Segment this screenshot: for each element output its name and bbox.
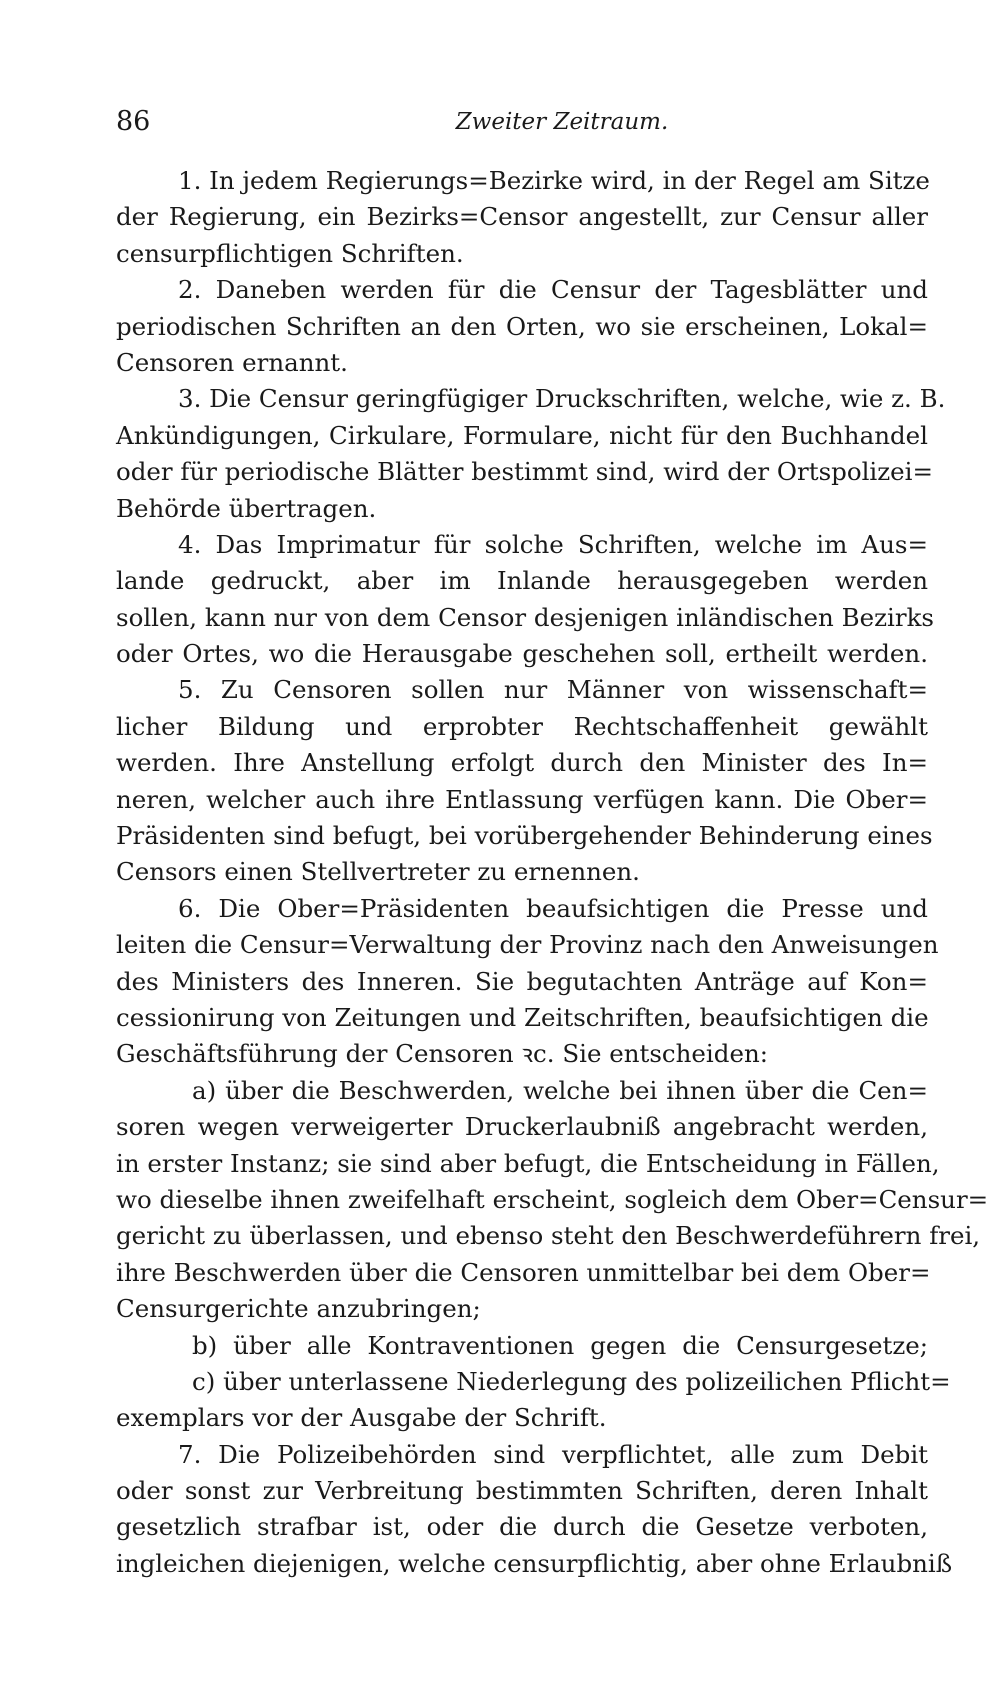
text-line: wo dieselbe ihnen zweifelhaft erscheint, sogleich dem Ober=Censur= [116,1184,989,1214]
text-line: a) über die Beschwerden, welche bei ihnen über die Cen= [192,1075,928,1105]
text-line: licher Bildung und erprobter Rechtschaffenheit gewählt [116,711,928,741]
page-header [116,102,928,142]
text-line: Behörde übertragen. [116,493,377,523]
text-line: soren wegen verweigerter Druckerlaubniß angebracht werden, [116,1112,928,1142]
text-line: 3. Die Censur geringfügiger Druckschriften, welche, wie z. B. [178,384,946,414]
text-line: 2. Daneben werden für die Censur der Tagesblätter und [178,275,928,305]
text-line: lande gedruckt, aber im Inlande herausgegeben werden [116,566,928,596]
text-line: oder Ortes, wo die Herausgabe geschehen soll, ertheilt werden. [116,639,928,669]
text-line: neren, welcher auch ihre Entlassung verfügen kann. Die Ober= [116,784,928,814]
text-line: der Regierung, ein Bezirks=Censor angestellt, zur Censur aller [116,202,928,232]
text-line: Censurgerichte anzubringen; [116,1294,481,1324]
text-line: Präsidenten sind befugt, bei vorübergehender Behinderung eines [116,821,933,851]
text-line: c) über unterlassene Niederlegung des polizeilichen Pflicht= [192,1366,951,1396]
text-line: gesetzlich strafbar ist, oder die durch die Gesetze verboten, [116,1512,928,1542]
text-line: leiten die Censur=Verwaltung der Provinz nach den Anweisungen [116,930,939,960]
text-line: ihre Beschwerden über die Censoren unmittelbar bei dem Ober= [116,1257,931,1287]
text-line: cessionirung von Zeitungen und Zeitschriften, beaufsichtigen die [116,1002,929,1032]
text-line: 5. Zu Censoren sollen nur Männer von wissenschaft= [178,675,928,705]
text-line: sollen, kann nur von dem Censor desjenigen inländischen Bezirks [116,602,934,632]
text-line: b) über alle Kontraventionen gegen die Censurgesetze; [192,1330,928,1360]
text-line: gericht zu überlassen, und ebenso steht den Beschwerdeführern frei, [116,1221,981,1251]
text-line: 7. Die Polizeibehörden sind verpflichtet, alle zum Debit [178,1439,928,1469]
text-line: Censoren ernannt. [116,347,348,377]
text-line: des Ministers des Inneren. Sie begutachten Anträge auf Kon= [116,966,928,996]
text-line: oder für periodische Blätter bestimmt sind, wird der Ortspolizei= [116,457,934,487]
text-line: in erster Instanz; sie sind aber befugt, die Entscheidung in Fällen, [116,1148,940,1178]
text-line: 4. Das Imprimatur für solche Schriften, welche im Aus= [178,529,928,559]
text-line: Geschäftsführung der Censoren ꝛc. Sie entscheiden: [116,1039,768,1069]
text-line: werden. Ihre Anstellung erfolgt durch den Minister des In= [116,748,928,778]
running-title: Zweiter Zeitraum. [455,109,669,135]
text-line: oder sonst zur Verbreitung bestimmten Schriften, deren Inhalt [116,1476,928,1506]
text-line: censurpflichtigen Schriften. [116,238,464,268]
page-number: 86 [116,106,151,137]
text-line: ingleichen diejenigen, welche censurpflichtig, aber ohne Erlaubniß [116,1548,953,1578]
text-line: 1. In jedem Regierungs=Bezirke wird, in der Regel am Sitze [178,166,930,195]
text-line: periodischen Schriften an den Orten, wo sie erscheinen, Lokal= [116,311,928,341]
text-line: 6. Die Ober=Präsidenten beaufsichtigen die Presse und [178,893,928,923]
body-text [116,163,989,1582]
text-line: Censors einen Stellvertreter zu ernennen. [116,857,640,887]
text-line: Ankündigungen, Cirkulare, Formulare, nicht für den Buchhandel [116,420,928,450]
text-line: exemplars vor der Ausgabe der Schrift. [116,1403,607,1433]
